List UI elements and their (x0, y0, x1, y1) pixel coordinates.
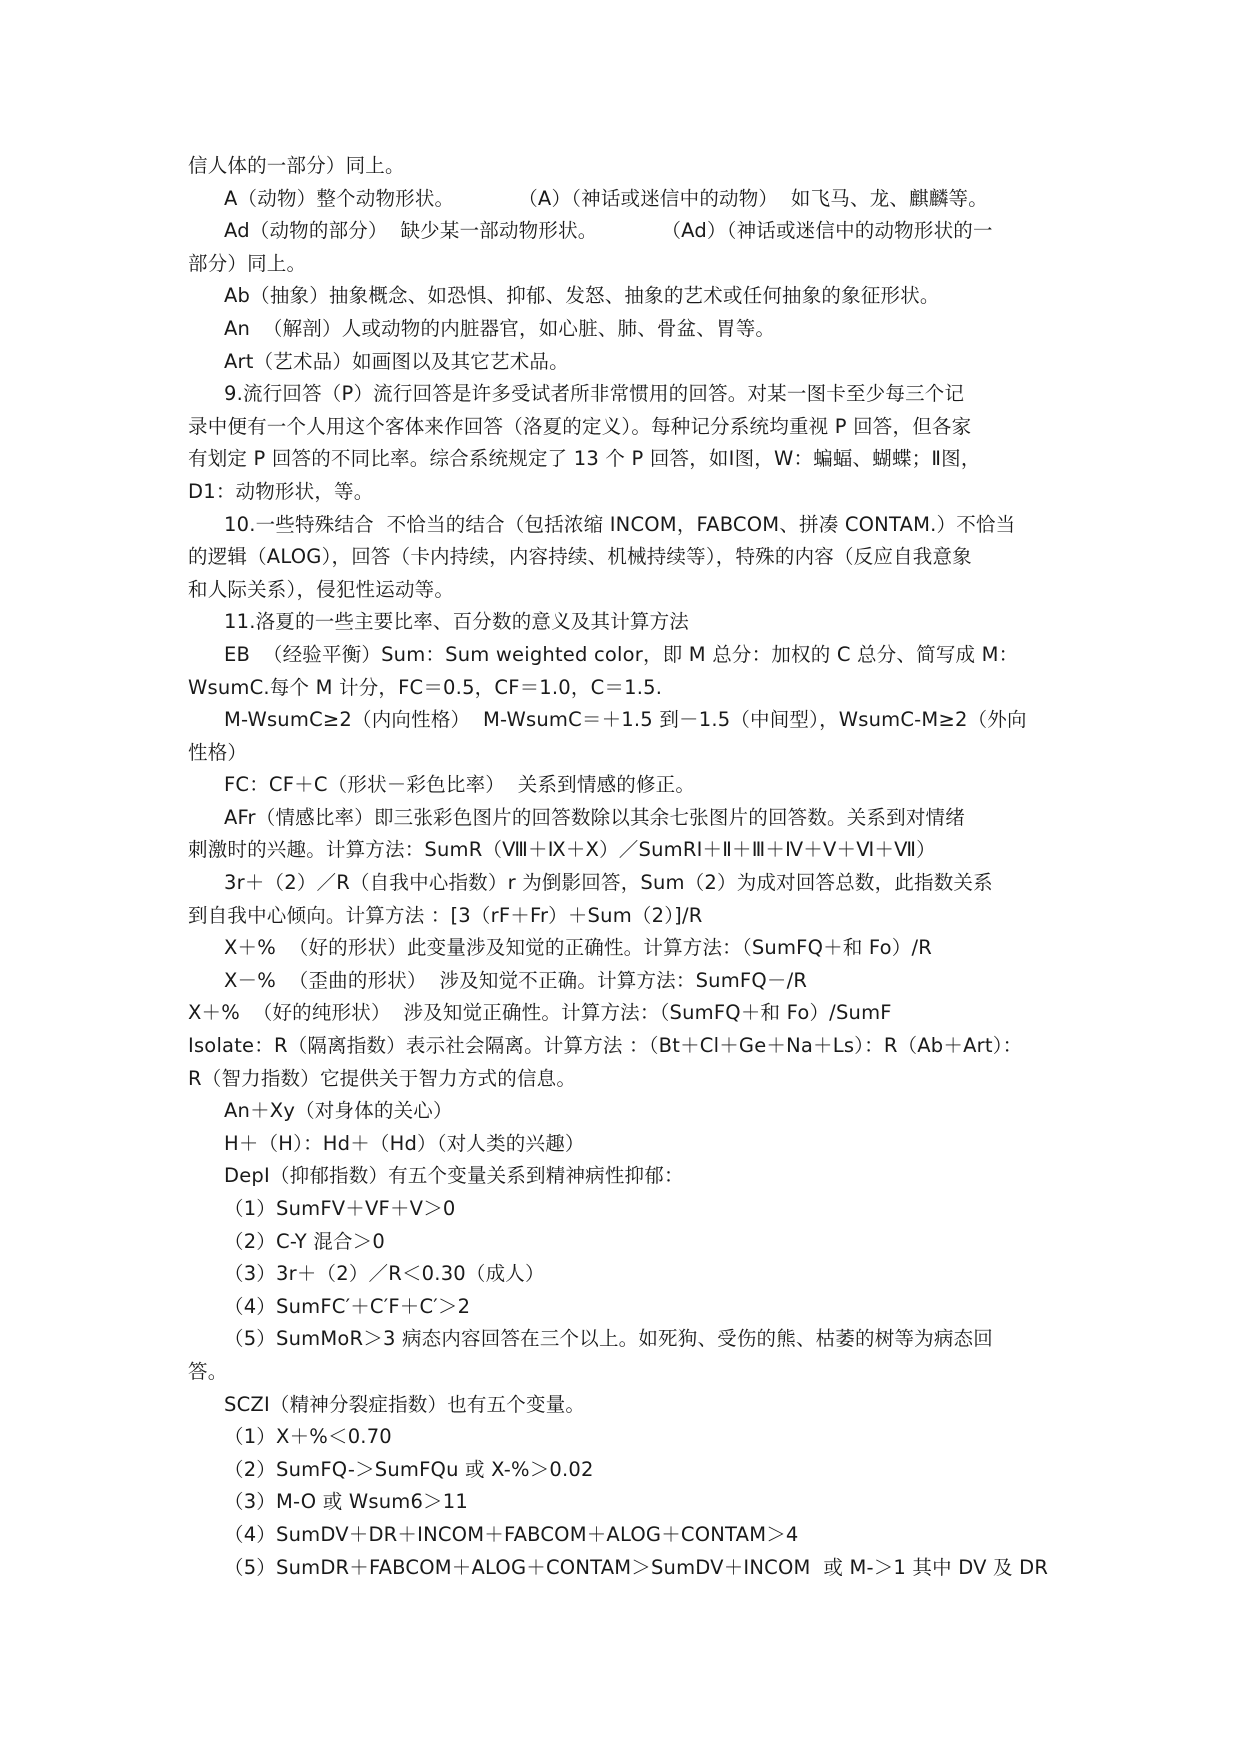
text-line: 9.流行回答（P）流行回答是许多受试者所非常惯用的回答。对某一图卡至少每三个记 (224, 382, 965, 406)
text-line: （5）SumDR＋FABCOM＋ALOG＋CONTAM＞SumDV＋INCOM 或 M-＞1 其中 DV 及 DR (224, 1555, 1049, 1579)
text-line: X＋% （好的纯形状） 涉及知觉正确性。计算方法：（SumFQ＋和 Fo）/SumF (188, 1001, 892, 1025)
text-line: Art（艺术品）如画图以及其它艺术品。 (224, 349, 569, 373)
text-line: 刺激时的兴趣。计算方法：SumR（Ⅷ＋Ⅸ＋Ⅹ）／SumRⅠ＋Ⅱ＋Ⅲ＋Ⅳ＋Ⅴ＋Ⅵ＋Ⅶ） (188, 838, 936, 862)
text-line: WsumC.每个 M 计分，FC＝0.5，CF＝1.0，C＝1.5. (188, 675, 663, 699)
text-line: （1）X＋%＜0.70 (224, 1425, 392, 1449)
text-line: 性格） (188, 740, 248, 764)
text-line: H＋（H）：Hd＋（Hd）（对人类的兴趣） (224, 1131, 585, 1155)
text-line: An （解剖）人或动物的内脏器官，如心脏、肺、骨盆、胃等。 (224, 316, 776, 340)
text-line: 有划定 P 回答的不同比率。综合系统规定了 13 个 P 回答，如Ⅰ图，W：蝙蝠、蝴蝶；Ⅱ图， (188, 447, 981, 471)
text-line: A（动物）整个动物形状。 （A）（神话或迷信中的动物） 如飞马、龙、麒麟等。 (224, 186, 988, 210)
text-line: D1：动物形状，等。 (188, 479, 374, 503)
text-line: 10.一些特殊结合 不恰当的结合（包括浓缩 INCOM，FABCOM、拼凑 CONTAM.）不恰当 (224, 512, 1016, 536)
text-line: 答。 (188, 1359, 228, 1383)
text-line: 部分）同上。 (188, 251, 307, 275)
text-line: （4）SumFC′＋C′F＋C′＞2 (224, 1294, 471, 1318)
text-line: （2）C-Y 混合＞0 (224, 1229, 385, 1253)
text-line: FC：CF＋C（形状－彩色比率） 关系到情感的修正。 (224, 773, 696, 797)
text-line: DepⅠ（抑郁指数）有五个变量关系到精神病性抑郁： (224, 1164, 684, 1188)
text-line: R（智力指数）它提供关于智力方式的信息。 (188, 1066, 577, 1090)
text-line: Ab（抽象）抽象概念、如恐惧、抑郁、发怒、抽象的艺术或任何抽象的象征形状。 (224, 284, 940, 308)
document-body (188, 150, 1058, 1584)
text-line: （1）SumFV＋VF＋V＞0 (224, 1197, 456, 1220)
text-line: M-WsumC≥2（内向性格） M-WsumC＝＋1.5 到－1.5（中间型），WsumC-M≥2（外向 (224, 708, 1027, 732)
text-line: 录中便有一个人用这个客体来作回答（洛夏的定义）。每种记分系统均重视 P 回答，但各家 (188, 414, 972, 438)
text-line: 3r＋（2）／R（自我中心指数）r 为倒影回答，Sum（2）为成对回答总数，此指数关系 (224, 871, 993, 895)
text-line: AFr（情感比率）即三张彩色图片的回答数除以其余七张图片的回答数。关系到对情绪 (224, 805, 965, 829)
text-line: Isolate：R（隔离指数）表示社会隔离。计算方法 ：（Bt＋Cl＋Ge＋Na＋Ls）：R（Ab＋Art）： (188, 1034, 1023, 1058)
text-line: （3）M-O 或 Wsum6＞11 (224, 1490, 468, 1514)
text-line: （2）SumFQ-＞SumFQu 或 X-%＞0.02 (224, 1457, 594, 1481)
text-line: SCZI（精神分裂症指数）也有五个变量。 (224, 1392, 586, 1416)
text-line: （3）3r＋（2）／R＜0.30（成人） (224, 1262, 545, 1286)
text-line: 11.洛夏的一些主要比率、百分数的意义及其计算方法 (224, 610, 690, 634)
text-line: 信人体的一部分）同上。 (188, 154, 405, 177)
text-line: X＋% （好的形状）此变量涉及知觉的正确性。计算方法：（SumFQ＋和 Fo）/R (224, 936, 933, 960)
text-line: 到自我中心倾向。计算方法 ：[3（rF＋Fr）＋Sum（2）]/R (188, 903, 703, 927)
text-line: 和人际关系），侵犯性运动等。 (188, 577, 455, 601)
text-line: （5）SumMoR＞3 病态内容回答在三个以上。如死狗、受伤的熊、枯萎的树等为病态回 (224, 1327, 993, 1351)
text-line: （4）SumDV＋DR＋INCOM＋FABCOM＋ALOG＋CONTAM＞4 (224, 1522, 799, 1546)
text-line: EB （经验平衡）Sum：Sum weighted color，即 M 总分：加权的 C 总分、简写成 M： (224, 642, 1019, 666)
text-line: 的逻辑（ALOG），回答（卡内持续，内容持续、机械持续等），特殊的内容（反应自我意象 (188, 545, 972, 569)
text-line: Ad（动物的部分） 缺少某一部动物形状。 （Ad）（神话或迷信中的动物形状的一 (224, 219, 993, 243)
text-line: X－% （歪曲的形状） 涉及知觉不正确。计算方法：SumFQ－/R (224, 968, 808, 992)
text-line: An＋Xy（对身体的关心） (224, 1099, 453, 1123)
